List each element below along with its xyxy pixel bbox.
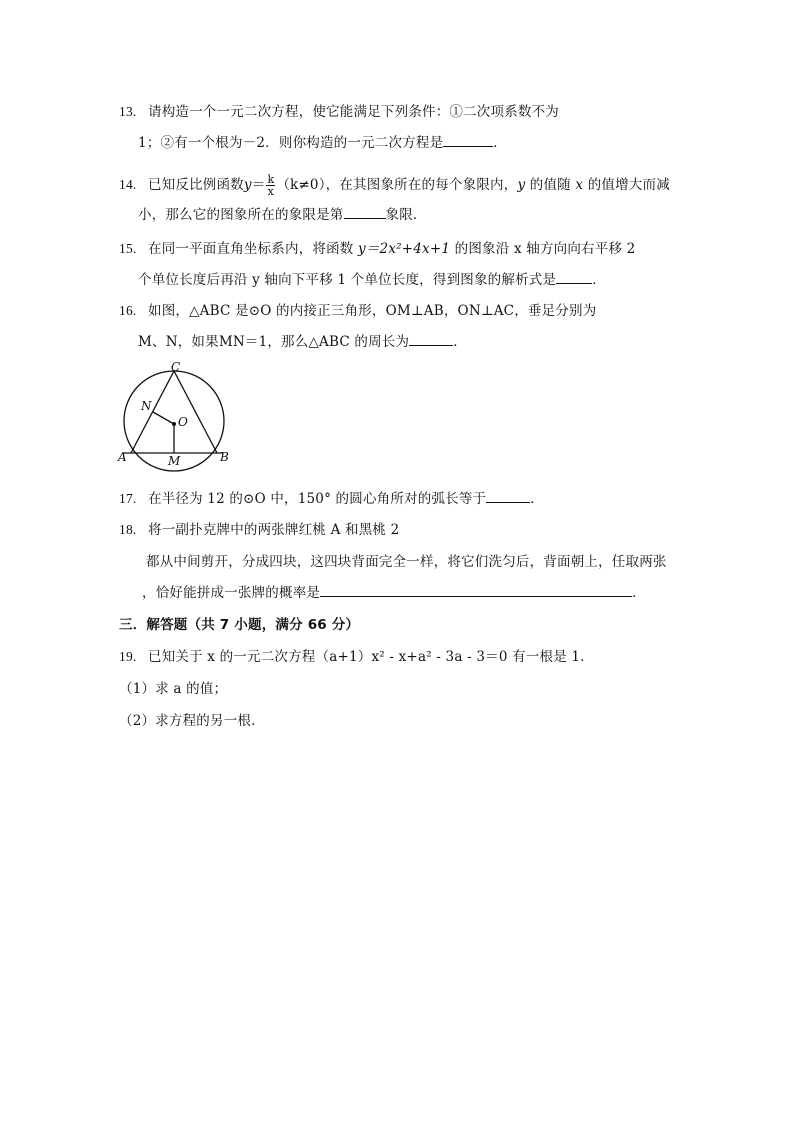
q14-fraction	[266, 174, 275, 197]
q16-line1	[119, 302, 596, 320]
question-number: 18.	[119, 522, 137, 537]
side-ac	[131, 371, 174, 453]
label-n: N	[141, 399, 152, 413]
q13-text: 请构造一个一元二次方程，使它能满足下列条件：①二次项系数不为	[148, 104, 559, 120]
question-number: 16.	[119, 303, 137, 318]
q18-line3	[142, 584, 646, 602]
label-o: O	[178, 415, 188, 429]
q19-line1	[119, 648, 594, 666]
answer-blank[interactable]	[556, 271, 592, 284]
q19-sub2: （2）求方程的另一根．	[119, 713, 265, 729]
q15-text-2: 个单位长度后再沿 y 轴向下平移 1 个单位长度，得到图象的解析式是	[138, 272, 557, 288]
center-point-o	[172, 422, 176, 426]
q14-equals: ＝	[251, 177, 266, 193]
q15-text: 在同一平面直角坐标系内，将函数	[148, 241, 358, 257]
fraction-denominator: x	[267, 185, 275, 198]
answer-blank[interactable]	[320, 584, 632, 597]
q14-text-end: 的值增大而减	[583, 177, 670, 193]
q13-text-2: 1；②有一个根为－2．则你构造的一元二次方程是	[138, 135, 444, 151]
label-m: M	[168, 454, 181, 468]
q14-var-x: x	[575, 177, 584, 193]
q14-text-3: 象限．	[385, 207, 427, 223]
answer-blank[interactable]	[344, 206, 386, 219]
q14-text-mid: 的值随	[525, 177, 576, 193]
question-number: 15.	[119, 241, 137, 256]
label-b: B	[220, 450, 229, 464]
label-c: C	[171, 360, 181, 374]
q14-condition: （k≠0），在其图象所在的每个象限内，	[276, 177, 518, 193]
q16-period: ．	[453, 334, 467, 350]
q19-sub1: （1）求 a 的值；	[119, 681, 228, 697]
q15-line2	[138, 271, 606, 289]
q13-line2	[138, 134, 507, 152]
question-number: 17.	[119, 491, 137, 506]
q18-line2	[146, 553, 667, 571]
q18-line1	[119, 521, 399, 539]
q14-text: 已知反比例函数	[148, 177, 244, 193]
q17-text: 在半径为 12 的⊙O 中，150° 的圆心角所对的弧长等于	[148, 491, 487, 507]
q13-line1	[119, 103, 559, 121]
circle-triangle-figure	[116, 360, 236, 472]
q18-text-2: 都从中间剪开，分成四块，这四块背面完全一样，将它们洗匀后，背面朝上，任取两张	[146, 554, 667, 570]
answer-blank[interactable]	[443, 134, 493, 147]
segment-on	[153, 412, 174, 424]
q15-period: ．	[592, 272, 606, 288]
q14-var-y: y	[243, 177, 252, 193]
q15-text-end: 的图象沿 x 轴方向向右平移 2	[450, 241, 636, 257]
q17-line1	[119, 490, 544, 508]
label-a: A	[118, 450, 127, 464]
answer-blank[interactable]	[486, 490, 530, 503]
side-bc	[174, 371, 217, 453]
q14-text-2: 小，那么它的图象所在的象限是第	[138, 207, 344, 223]
q18-text: 将一副扑克牌中的两张牌红桃 A 和黑桃 2	[148, 522, 400, 538]
q16-line2	[138, 333, 467, 351]
q15-line1	[119, 240, 635, 258]
question-number: 19.	[119, 649, 137, 664]
section-heading: 三．解答题（共 7 小题，满分 66 分）	[119, 617, 360, 633]
q15-function: y＝2x²+4x+1	[358, 241, 451, 257]
q17-period: ．	[530, 491, 544, 507]
q14-line2	[138, 206, 427, 224]
q18-text-3: ，恰好能拼成一张牌的概率是	[142, 585, 321, 601]
q16-text: 如图，△ABC 是⊙O 的内接正三角形，OM⊥AB，ON⊥AC，垂足分别为	[148, 303, 597, 319]
q19-text: 已知关于 x 的一元二次方程（a+1）x² - x+a² - 3a - 3＝0 有一根是 1．	[148, 649, 594, 665]
q14-line1	[119, 174, 670, 197]
question-number: 13.	[119, 104, 137, 119]
q16-text-2: M、N，如果MN＝1，那么△ABC 的周长为	[138, 334, 410, 350]
fraction-numerator: k	[267, 173, 275, 186]
q13-period: ．	[493, 135, 507, 151]
question-number: 14.	[119, 177, 137, 192]
answer-blank[interactable]	[409, 333, 453, 346]
q14-var-y2: y	[517, 177, 526, 193]
q18-period: ．	[632, 585, 646, 601]
